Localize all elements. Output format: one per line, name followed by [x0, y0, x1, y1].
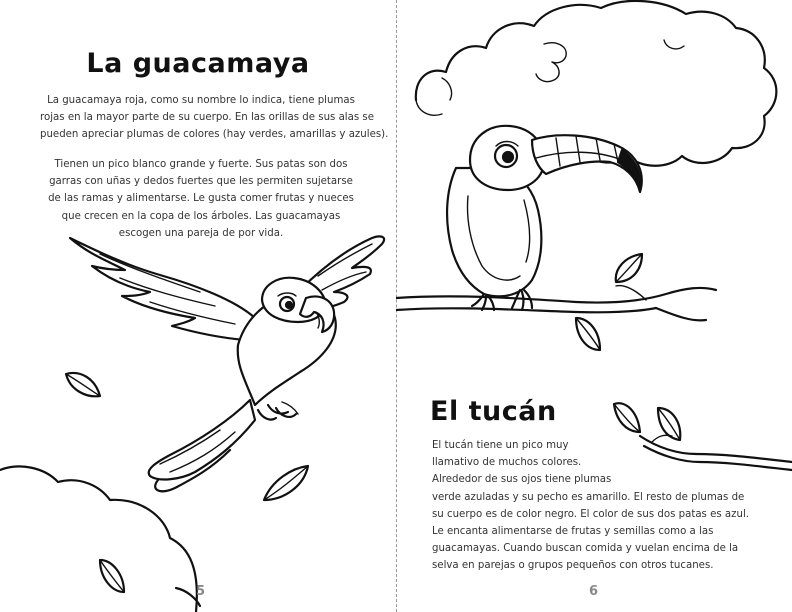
text-line: Alrededor de sus ojos tiene plumas — [432, 474, 612, 486]
text-line: selva en parejas o grupos pequeños con otros tucanes. — [432, 560, 714, 572]
text-line: Le encanta alimentarse de frutas y semillas como a las — [432, 526, 714, 538]
text-line: garras con uñas y dedos fuertes que les permiten sujetarse — [49, 176, 353, 188]
toucan-paragraph — [432, 437, 762, 575]
text-line: rojas en la mayor parte de su cuerpo. En las orillas de sus alas se — [40, 112, 375, 124]
text-line: de las ramas y alimentarse. Le gusta comer frutas y nueces — [48, 193, 354, 205]
macaw-title: La guacamaya — [86, 48, 310, 79]
text-line: El tucán tiene un pico muy — [432, 440, 569, 451]
text-line: pueden apreciar plumas de colores (hay verdes, amarillas y azules). — [40, 129, 389, 141]
text-line: que crecen en la copa de los árboles. Las guacamayas — [61, 210, 341, 222]
text-line: Tienen un pico blanco grande y fuerte. Sus patas son dos — [54, 159, 348, 170]
text-line: escogen una pareja de por vida. — [118, 227, 284, 239]
toucan-title: El tucán — [430, 396, 557, 427]
text-line: su cuerpo es de color negro. El color de sus dos patas es azul. — [432, 508, 750, 520]
page-number: 6 — [589, 584, 599, 599]
text-line: llamativo de muchos colores. — [432, 457, 582, 469]
page-number: 5 — [196, 584, 206, 599]
macaw-paragraph-2 — [34, 156, 368, 242]
text-line: verde azuladas y su pecho es amarillo. El resto de plumas de — [432, 491, 745, 503]
text-line: guacamayas. Cuando buscan comida y vuelan encima de la — [432, 543, 739, 555]
text-line: La guacamaya roja, como su nombre lo indica, tiene plumas — [47, 95, 355, 106]
right-page — [396, 0, 792, 612]
macaw-paragraph-1 — [40, 92, 389, 144]
